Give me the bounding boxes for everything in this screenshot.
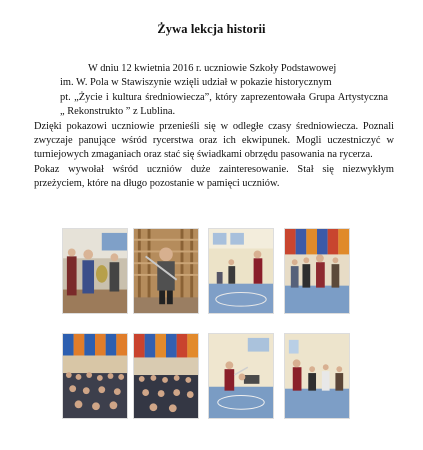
paragraph-2: im. W. Pola w Stawiszynie wzięli udział w pokazie historycznym [60,77,332,89]
photo-seated-students-1 [62,333,128,419]
paragraph-1: W dniu 12 kwietnia 2016 r. uczniowie Szkoły Podstawowej [88,63,337,74]
paragraph-5: Pokaz wywołał wśród uczniów duże zainteresowanie. Stał się niezwykłym przeżyciem, które na długo pozostanie w pamięci uczniów. [34,163,394,190]
paragraph-3: pt. „Życie i kultura średniowiecza”, który zaprezentowała Grupa Artystyczna „ Rekonstrukto ” z Lublina. [60,91,388,118]
photo-seated-students-2 [133,333,199,419]
photo-student-sword [133,228,199,314]
photo-knights-hall [208,228,274,314]
photo-knight-duel [208,333,274,419]
photo-knighting-ceremony [284,333,350,419]
paragraph-4: Dzięki pokazowi uczniowie przenieśli się w odległe czasy średniowiecza. Poznali zwyczaje panujące wśród rycerstwa oraz ich ekwipunek. Mogli uczestniczyć w turniejowych zmaganiach oraz stać się świadkami obrzędu pasowania na rycerza. [34,120,394,161]
page-title: Żywa lekcja historii [157,22,266,36]
photo-audience-knights [284,228,350,314]
photo-students-shield [62,228,128,314]
